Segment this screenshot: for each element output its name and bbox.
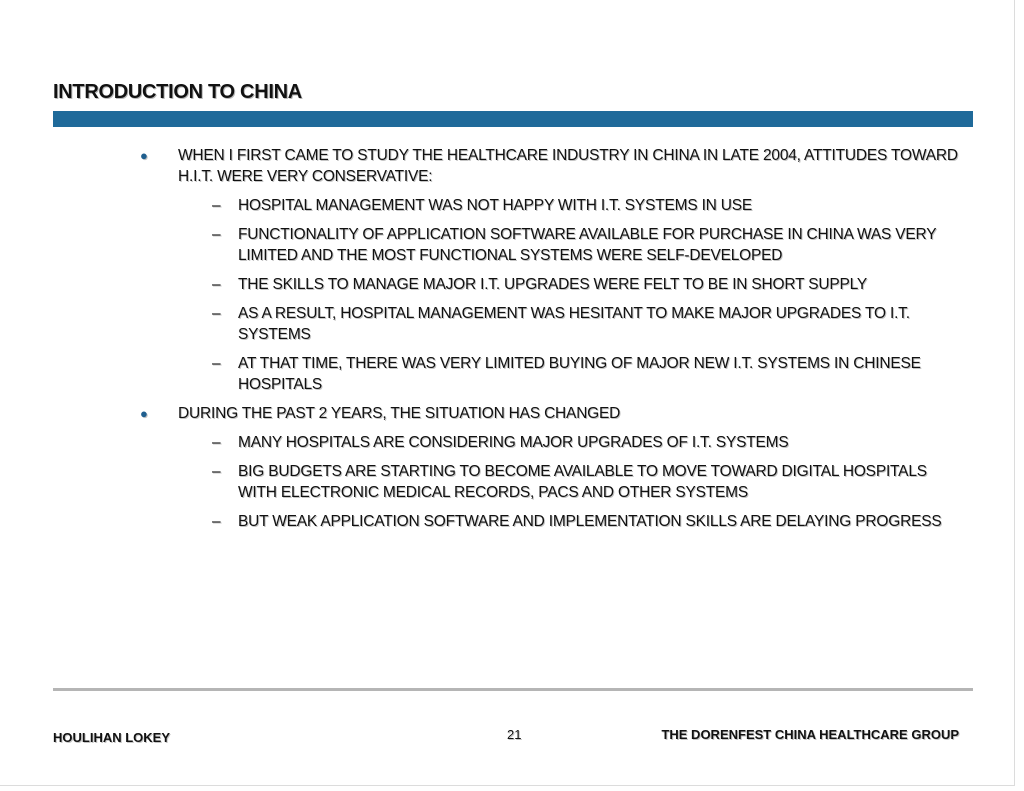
sub-bullet-text: AT THAT TIME, THERE WAS VERY LIMITED BUYING OF MAJOR NEW I.T. SYSTEMS IN CHINESE HOSPITALS: [238, 355, 921, 393]
bullet-text: WHEN I FIRST CAME TO STUDY THE HEALTHCARE INDUSTRY IN CHINA IN LATE 2004, ATTITUDES TOWARD H.I.T. WERE VERY CONSERVATIVE:: [178, 147, 958, 185]
bullet-item: [140, 403, 960, 424]
sub-bullet-text: FUNCTIONALITY OF APPLICATION SOFTWARE AVAILABLE FOR PURCHASE IN CHINA WAS VERY LIMITED AND THE MOST FUNCTIONAL SYSTEMS WERE SELF-DEVELOPED: [238, 226, 937, 264]
sub-bullet-item: [140, 274, 960, 295]
sub-bullet-item: [140, 511, 960, 532]
sub-bullet-text: BIG BUDGETS ARE STARTING TO BECOME AVAILABLE TO MOVE TOWARD DIGITAL HOSPITALS WITH ELECTRONIC MEDICAL RECORDS, PACS AND OTHER SYSTEMS: [238, 463, 927, 501]
dash-icon: –: [212, 226, 221, 243]
slide-title: INTRODUCTION TO CHINA: [53, 81, 302, 103]
footer-company-right: THE DORENFEST CHINA HEALTHCARE GROUP: [661, 727, 959, 742]
sub-bullet-item: [140, 195, 960, 216]
dash-icon: –: [212, 434, 221, 451]
sub-bullet-text: THE SKILLS TO MANAGE MAJOR I.T. UPGRADES WERE FELT TO BE IN SHORT SUPPLY: [238, 276, 868, 293]
footer-divider: [53, 688, 973, 691]
bullet-text: DURING THE PAST 2 YEARS, THE SITUATION HAS CHANGED: [178, 405, 621, 422]
footer-company-left: HOULIHAN LOKEY: [53, 730, 170, 745]
sub-bullet-text: AS A RESULT, HOSPITAL MANAGEMENT WAS HESITANT TO MAKE MAJOR UPGRADES TO I.T. SYSTEMS: [238, 305, 910, 343]
dash-icon: –: [212, 276, 221, 293]
bullet-icon: ●: [140, 406, 148, 421]
dash-icon: –: [212, 305, 221, 322]
dash-icon: –: [212, 463, 221, 480]
bullet-list: [140, 145, 960, 540]
dash-icon: –: [212, 513, 221, 530]
title-accent-bar: [53, 111, 973, 127]
sub-bullet-text: HOSPITAL MANAGEMENT WAS NOT HAPPY WITH I.T. SYSTEMS IN USE: [238, 197, 753, 214]
sub-bullet-text: MANY HOSPITALS ARE CONSIDERING MAJOR UPGRADES OF I.T. SYSTEMS: [238, 434, 789, 451]
dash-icon: –: [212, 355, 221, 372]
sub-bullet-text: BUT WEAK APPLICATION SOFTWARE AND IMPLEMENTATION SKILLS ARE DELAYING PROGRESS: [238, 513, 942, 530]
bullet-icon: ●: [140, 148, 148, 163]
sub-bullet-item: [140, 224, 960, 266]
dash-icon: –: [212, 197, 221, 214]
sub-bullet-item: [140, 432, 960, 453]
page-number: 21: [507, 727, 522, 742]
sub-bullet-item: [140, 353, 960, 395]
bullet-item: [140, 145, 960, 187]
sub-bullet-item: [140, 303, 960, 345]
sub-bullet-item: [140, 461, 960, 503]
